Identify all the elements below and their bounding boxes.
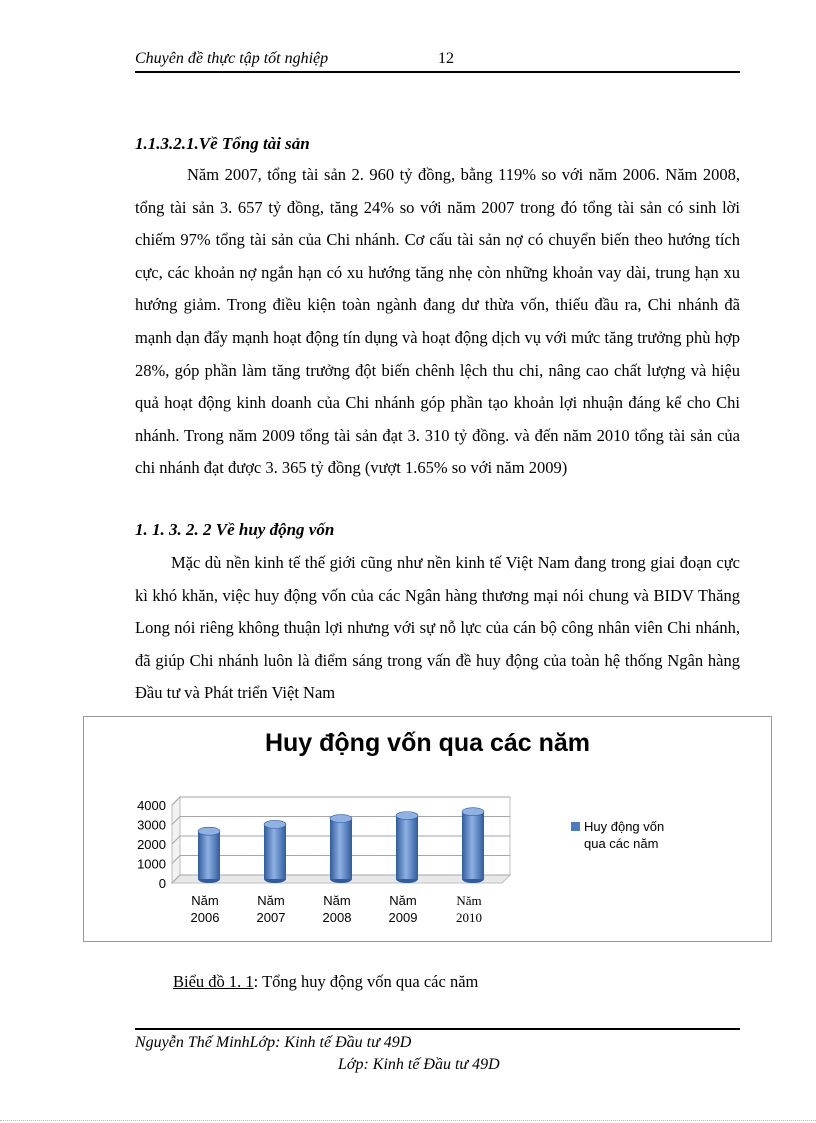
legend-swatch [571,822,580,831]
paragraph-total-assets [135,159,740,485]
footer-rule [135,1028,740,1030]
chart-container [83,716,772,942]
page-bottom-border [0,1120,816,1121]
caption-label: Biểu đồ 1. 1 [173,972,254,991]
section-heading-capital-mobilization: 1. 1. 3. 2. 2 Về huy động vốn [135,520,335,539]
y-tick-label: 3000 [137,817,166,833]
caption-text: : Tổng huy động vốn qua các năm [253,972,479,991]
y-tick-label: 4000 [137,798,166,813]
figure-caption [173,972,478,992]
x-tick-label: Năm 2009 [388,893,418,925]
section-heading-total-assets: 1.1.3.2.1.Về Tổng tài sản [135,134,310,153]
y-tick-label: 1000 [137,856,166,872]
paragraph-text: Mặc dù nền kinh tế thế giới cũng như nền kinh tế Việt Nam đang trong giai đoạn cực kì khó khăn, việc huy động vốn của các Ngân hàng thương mại nói chung và BIDV Thăng Long nói riêng không thuận lợi nhưng với sự nỗ lực của cán bộ công nhân viên Chi nhánh, đã giúp Chi nhánh luôn là điểm sáng trong vấn đề huy động của toàn hệ thống Ngân hàng Đầu tư và Phát triển Việt Nam [135,553,740,703]
bar [198,827,220,883]
bar [264,820,286,883]
y-tick-label: 2000 [137,837,166,852]
paragraph-capital-mobilization [135,547,740,710]
legend-label: Huy động vốn qua các năm [584,819,665,851]
bar [462,808,484,883]
footer-class: Lớp: Kinh tế Đầu tư 49D [338,1056,500,1073]
bar-chart [84,717,771,941]
footer-author: Nguyễn Thế MinhLớp: Kinh tế Đầu tư 49D [135,1034,412,1051]
y-tick-label: 0 [158,876,166,891]
bar [396,812,418,883]
x-tick-label: Năm 2007 [256,893,286,925]
page-number: 12 [438,50,454,67]
x-tick-label: Năm 2006 [190,893,220,925]
paragraph-text: Năm 2007, tổng tài sản 2. 960 tỷ đồng, bằng 119% so với năm 2006. Năm 2008, tổng tài sản 3. 657 tỷ đồng, tăng 24% so với năm 2007 trong đó tổng tài sản có sinh lời chiếm 97% tổng tài sản của Chi nhánh. Cơ cấu tài sản nợ có chuyển biến theo hướng tích cực, các khoản nợ ngắn hạn có xu hướng tăng nhẹ còn những khoản vay dài, trung hạn xu hướng giảm. Trong điều kiện toàn ngành đang dư thừa vốn, thiếu đầu ra, Chi nhánh đã mạnh dạn đẩy mạnh hoạt động tín dụng và hoạt động dịch vụ với mức tăng trưởng phù hợp 28%, góp phần làm tăng trưởng đột biến chênh lệch thu chi, nâng cao chất lượng và hiệu quả hoạt động kinh doanh của Chi nhánh góp phần tạo khoản lợi nhuận đáng kể cho Chi nhánh. Trong năm 2009 tổng tài sản đạt 3. 310 tỷ đồng. và đến năm 2010 tổng tài sản của chi nhánh đạt được 3. 365 tỷ đồng (vượt 1.65% so với năm 2009) [135,165,740,478]
chart-title: Huy động vốn qua các năm [264,729,591,757]
header-title: Chuyên đề thực tập tốt nghiệp [135,50,329,67]
bar [330,815,352,883]
header-rule [135,71,740,73]
x-tick-label: Năm 2008 [322,893,352,925]
x-tick-label: Năm 2010 [456,893,482,925]
